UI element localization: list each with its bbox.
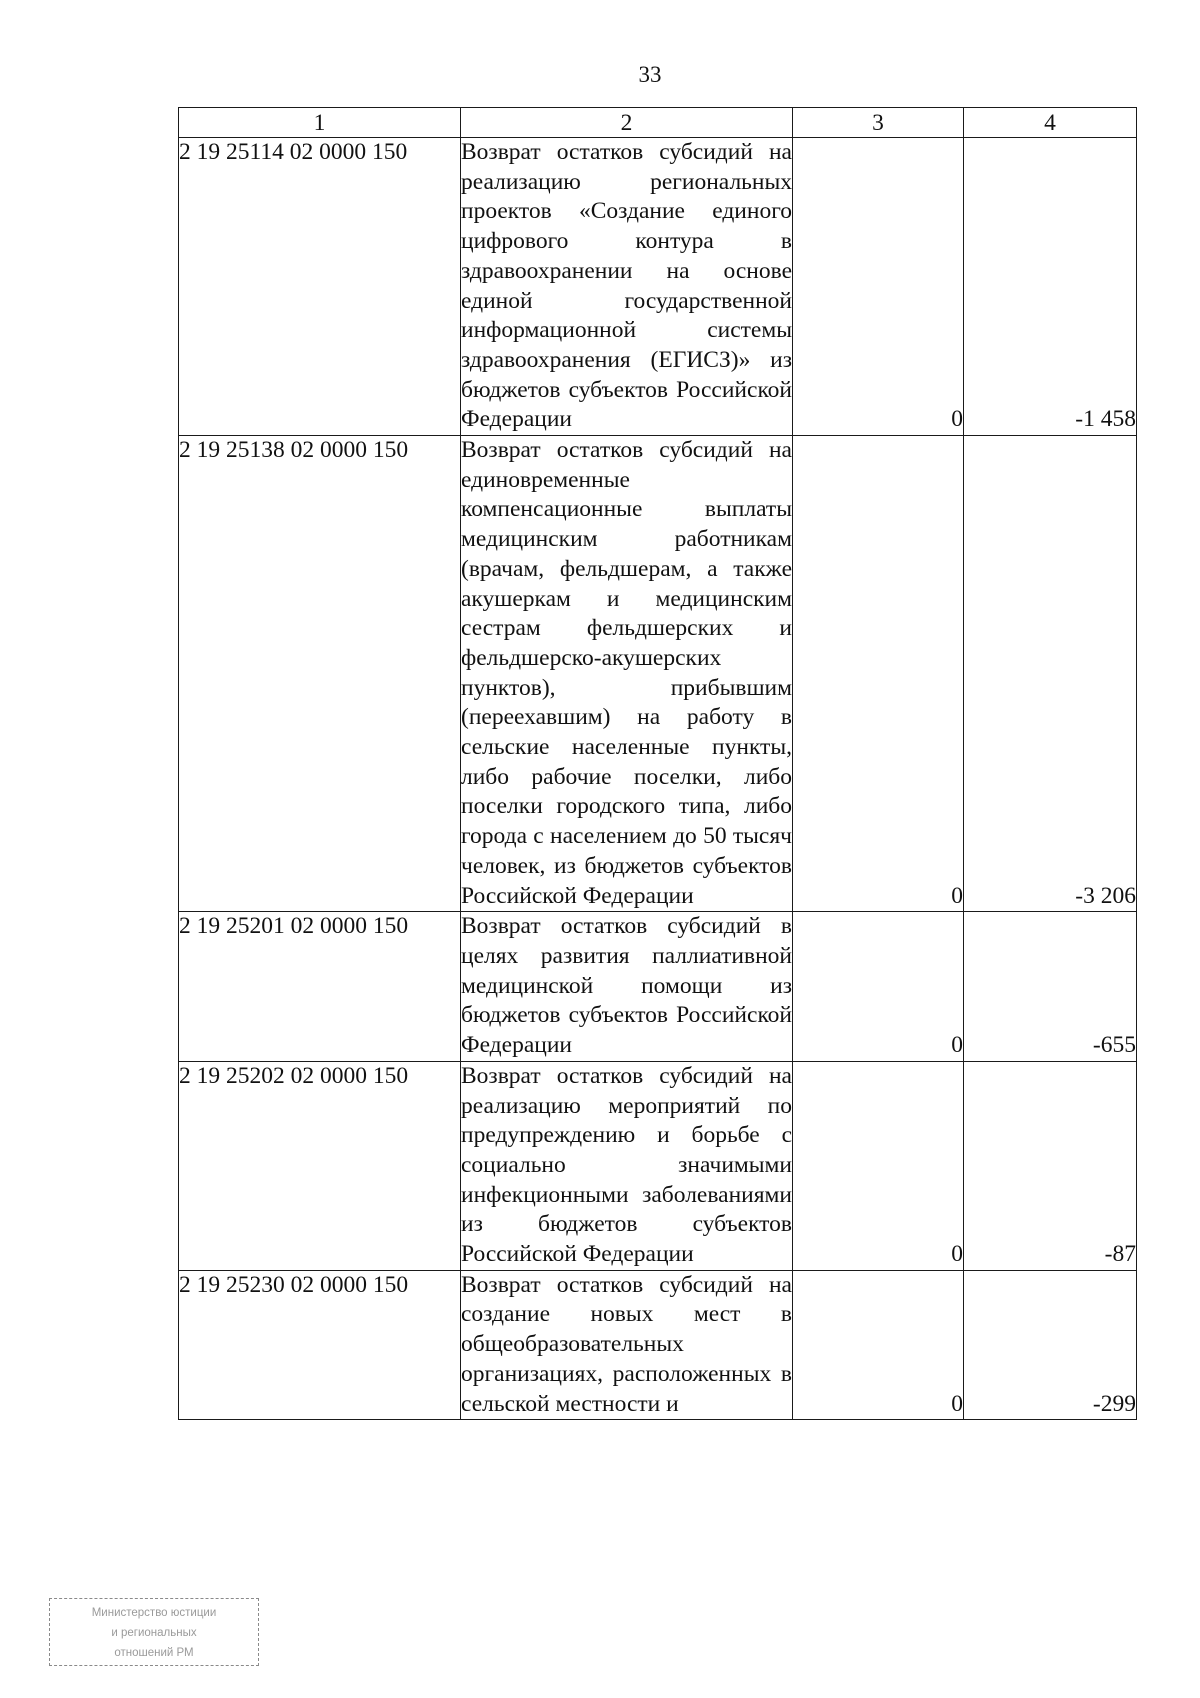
row-description: Возврат остатков субсидий на единовременные компенсационные выплаты медицинским работникам (врачам, фельдшерам, а также акушеркам и медицинским сестрам фельдшерских и фельдшерско-акушерских пунктов), прибывшим (переехавшим) на работу в сельские населенные пункты, либо рабочие поселки, либо поселки городского типа, либо города с населением до 50 тысяч человек, из бюджетов субъектов Российской Федерации [461, 436, 793, 912]
stamp-line: отношений РМ [114, 1647, 194, 1659]
table-row [179, 436, 1137, 912]
col3-value: 0 [793, 1061, 964, 1270]
table-row [179, 912, 1137, 1062]
registration-stamp [49, 1598, 259, 1666]
header-col-1: 1 [179, 108, 461, 138]
header-row [179, 108, 1137, 138]
col3-value: 0 [793, 1270, 964, 1420]
col4-value: -655 [964, 912, 1137, 1062]
budget-table [178, 107, 1137, 1420]
budget-code: 2 19 25138 02 0000 150 [179, 436, 461, 912]
budget-code: 2 19 25230 02 0000 150 [179, 1270, 461, 1420]
budget-code: 2 19 25114 02 0000 150 [179, 138, 461, 436]
row-description: Возврат остатков субсидий в целях развития паллиативной медицинской помощи из бюджетов субъектов Российской Федерации [461, 912, 793, 1062]
col3-value: 0 [793, 138, 964, 436]
table-row [179, 1061, 1137, 1270]
row-description: Возврат остатков субсидий на создание новых мест в общеобразовательных организациях, расположенных в сельской местности и [461, 1270, 793, 1420]
row-description: Возврат остатков субсидий на реализацию мероприятий по предупреждению и борьбе с социально значимыми инфекционными заболеваниями из бюджетов субъектов Российской Федерации [461, 1061, 793, 1270]
page-number: 33 [638, 62, 662, 87]
header-col-3: 3 [793, 108, 964, 138]
budget-code: 2 19 25201 02 0000 150 [179, 912, 461, 1062]
col3-value: 0 [793, 912, 964, 1062]
col3-value: 0 [793, 436, 964, 912]
col4-value: -1 458 [964, 138, 1137, 436]
table-row [179, 138, 1137, 436]
col4-value: -87 [964, 1061, 1137, 1270]
table-row [179, 1270, 1137, 1420]
row-description: Возврат остатков субсидий на реализацию региональных проектов «Создание единого цифрового контура в здравоохранении на основе единой государственной информационной системы здравоохранения (ЕГИСЗ)» из бюджетов субъектов Российской Федерации [461, 138, 793, 436]
col4-value: -299 [964, 1270, 1137, 1420]
stamp-line: и региональных [111, 1627, 197, 1639]
header-col-4: 4 [964, 108, 1137, 138]
stamp-line: Министерство юстиции [91, 1607, 217, 1619]
budget-code: 2 19 25202 02 0000 150 [179, 1061, 461, 1270]
header-col-2: 2 [461, 108, 793, 138]
col4-value: -3 206 [964, 436, 1137, 912]
